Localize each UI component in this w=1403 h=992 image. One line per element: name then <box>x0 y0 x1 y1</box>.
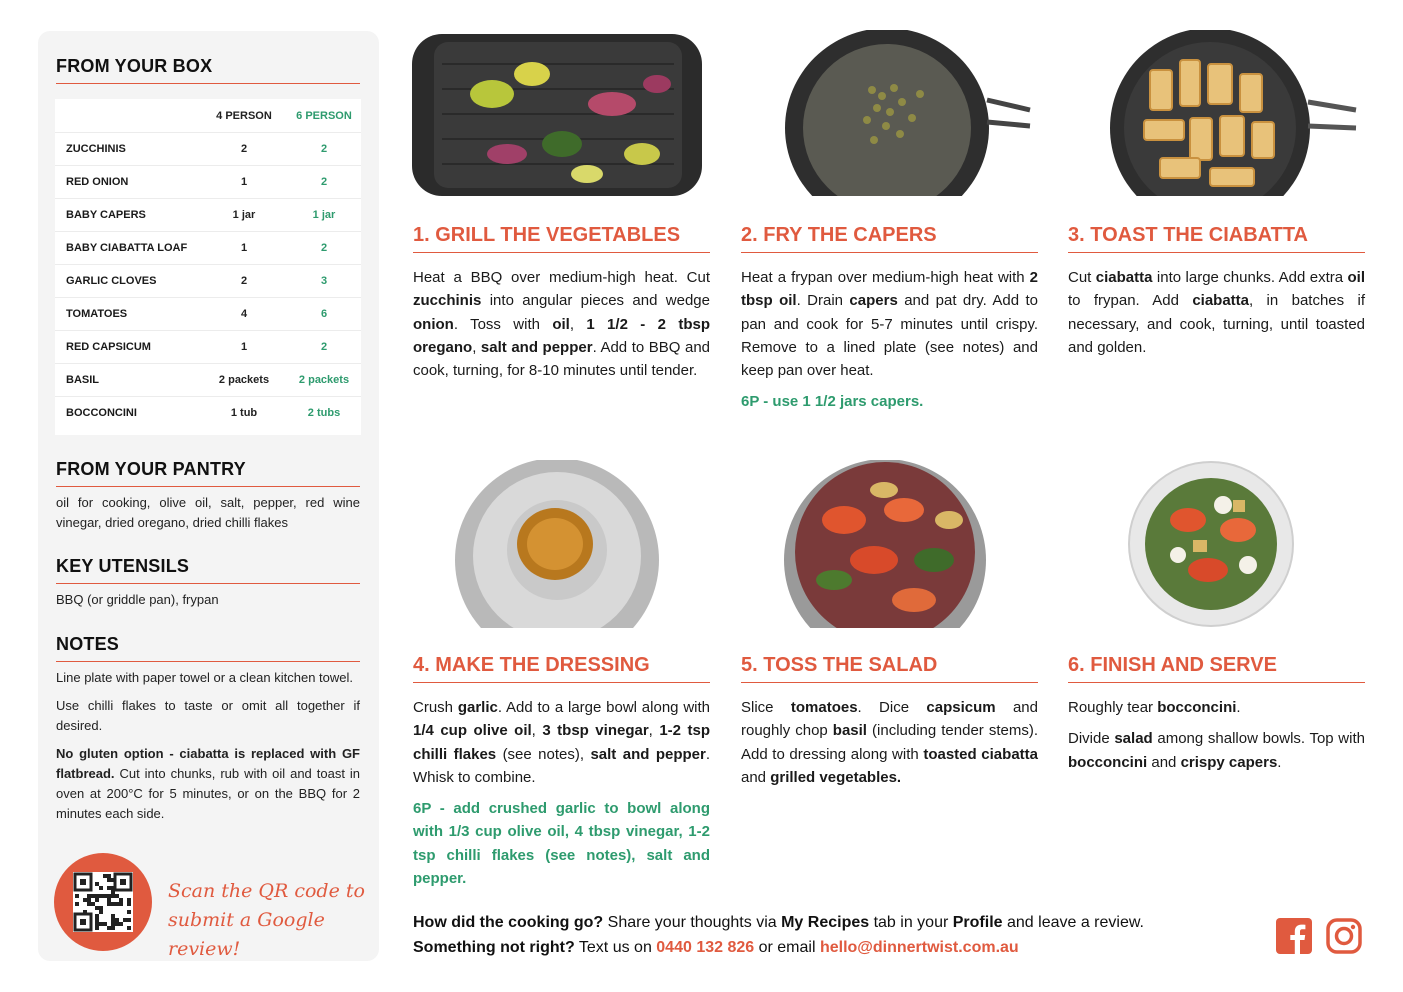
ingredient-name: BABY CIABATTA LOAF <box>55 232 201 265</box>
ingredient-name: BABY CAPERS <box>55 199 201 232</box>
step-4-body: Crush garlic. Add to a large bowl along with 1/4 cup olive oil, 3 tbsp vinegar, 1-2 tsp chilli flakes (see notes), salt and pepper. Whisk to combine. 6P - add crushed garlic to bowl along with 1/3 cup olive oil, 4 tbsp vinegar, 1-2 tsp chilli flakes (see notes), salt and pepper. <box>413 696 710 890</box>
ingredient-four-person-qty: 1 <box>201 232 287 265</box>
facebook-icon[interactable] <box>1276 918 1312 954</box>
ingredient-row <box>55 364 361 397</box>
step-6-body: Roughly tear bocconcini. Divide salad among shallow bowls. Top with bocconcini and crispy capers. <box>1068 699 1365 771</box>
scan-qr-text: Scan the QR code to submit a Google review! <box>168 880 365 960</box>
ingredient-row <box>55 397 361 430</box>
ingredient-row <box>55 232 361 265</box>
step-5-title: 5. TOSS THE SALAD <box>741 654 1038 683</box>
ingredient-six-person-qty: 2 tubs <box>287 397 361 430</box>
ingredient-six-person-qty: 6 <box>287 298 361 331</box>
phone-link[interactable]: 0440 132 826 <box>656 939 755 956</box>
ingredient-six-person-qty: 1 jar <box>287 199 361 232</box>
ingredient-row <box>55 331 361 364</box>
ingredient-name: RED CAPSICUM <box>55 331 201 364</box>
ingredient-four-person-qty: 1 tub <box>201 397 287 430</box>
ingredient-row <box>55 265 361 298</box>
step-4-title: 4. MAKE THE DRESSING <box>413 654 710 683</box>
finished-salad-photo <box>1128 460 1294 628</box>
grilled-vegetables-photo <box>412 34 702 196</box>
ingredients-sidebar <box>38 31 379 961</box>
ingredient-row <box>55 298 361 331</box>
ingredient-name: RED ONION <box>55 166 201 199</box>
ingredient-six-person-qty: 2 <box>287 331 361 364</box>
ingredient-four-person-qty: 4 <box>201 298 287 331</box>
step-6-title: 6. FINISH AND SERVE <box>1068 654 1365 683</box>
ingredient-four-person-qty: 2 packets <box>201 364 287 397</box>
tossed-salad-photo <box>784 460 986 628</box>
step-1-title: 1. GRILL THE VEGETABLES <box>413 224 710 253</box>
ingredient-name: GARLIC CLOVES <box>55 265 201 298</box>
step-2-six-person-note: 6P - use 1 1/2 jars capers. <box>741 393 924 411</box>
note-1: Line plate with paper towel or a clean kitchen towel. <box>56 670 354 685</box>
ingredient-six-person-qty: 2 <box>287 166 361 199</box>
feedback-footer <box>413 910 1144 960</box>
header-6-person: 6 PERSON <box>296 109 352 122</box>
header-4-person: 4 PERSON <box>216 109 272 122</box>
qr-code-icon[interactable] <box>73 872 133 932</box>
qr-badge <box>54 853 152 951</box>
ingredient-four-person-qty: 2 <box>201 265 287 298</box>
step-1-body: Heat a BBQ over medium-high heat. Cut zucchinis into angular pieces and wedge onion. Toss with oil, 1 1/2 - 2 tbsp oregano, salt and pepper. Add to BBQ and cook, turning, for 8-10 minutes until tender. <box>413 269 711 380</box>
ingredient-four-person-qty: 2 <box>201 133 287 166</box>
ingredient-four-person-qty: 1 <box>201 331 287 364</box>
note-3: No gluten option - ciabatta is replaced with GF flatbread. Cut into chunks, rub with oil and toast in oven at 200°C for 5 minutes, or on the BBQ for 2 minutes each side. <box>56 746 360 821</box>
ingredient-name: BOCCONCINI <box>55 397 201 430</box>
ingredient-row <box>55 199 361 232</box>
step-3-title: 3. TOAST THE CIABATTA <box>1068 224 1365 253</box>
step-4-six-person-note: 6P - add crushed garlic to bowl along with 1/3 cup olive oil, 4 tbsp vinegar, 1-2 tsp chilli flakes (see notes), salt and pepper. <box>413 800 710 888</box>
dressing-bowl-photo <box>455 460 659 628</box>
pantry-text: oil for cooking, olive oil, salt, pepper, red wine vinegar, dried oregano, dried chilli flakes <box>56 495 360 530</box>
step-2-title: 2. FRY THE CAPERS <box>741 224 1038 253</box>
utensils-title: KEY UTENSILS <box>56 556 360 584</box>
ingredient-row <box>55 133 361 166</box>
toasted-ciabatta-photo <box>1110 30 1360 196</box>
ingredient-name: ZUCCHINIS <box>55 133 201 166</box>
footer-line-1: How did the cooking go? Share your thoughts via My Recipes tab in your Profile and leave a review. <box>413 914 1144 931</box>
notes-text <box>56 668 360 832</box>
footer-line-2: Something not right? Text us on 0440 132 826 or email hello@dinnertwist.com.au <box>413 939 1019 956</box>
note-2: Use chilli flakes to taste or omit all together if desired. <box>56 698 360 733</box>
ingredient-six-person-qty: 2 <box>287 133 361 166</box>
ingredient-four-person-qty: 1 <box>201 166 287 199</box>
ingredient-name: TOMATOES <box>55 298 201 331</box>
step-2-body: Heat a frypan over medium-high heat with 2 tbsp oil. Drain capers and pat dry. Add to pan and cook for 5-7 minutes until crispy. Remove to a lined plate (see notes) and keep pan over heat. 6P - use 1 1/2 jars capers. <box>741 266 1038 414</box>
ingredient-row <box>55 166 361 199</box>
ingredients-table <box>55 99 361 435</box>
step-3-body: Cut ciabatta into large chunks. Add extra oil to frypan. Add ciabatta, in batches if necessary, and cook, turning, until toasted and golden. <box>1068 269 1365 356</box>
instagram-icon[interactable] <box>1326 918 1362 954</box>
step-5-body: Slice tomatoes. Dice capsicum and roughly chop basil (including tender stems). Add to dressing along with toasted ciabatta and grilled vegetables. <box>741 699 1038 786</box>
capers-frypan-photo <box>782 30 1032 196</box>
ingredient-six-person-qty: 3 <box>287 265 361 298</box>
ingredient-six-person-qty: 2 <box>287 232 361 265</box>
email-link[interactable]: hello@dinnertwist.com.au <box>819 939 1019 956</box>
ingredient-name: BASIL <box>55 364 201 397</box>
ingredient-four-person-qty: 1 jar <box>201 199 287 232</box>
notes-title: NOTES <box>56 634 360 662</box>
utensils-text: BBQ (or griddle pan), frypan <box>56 592 219 607</box>
ingredient-six-person-qty: 2 packets <box>287 364 361 397</box>
pantry-title: FROM YOUR PANTRY <box>56 459 360 487</box>
box-title: FROM YOUR BOX <box>56 56 360 84</box>
